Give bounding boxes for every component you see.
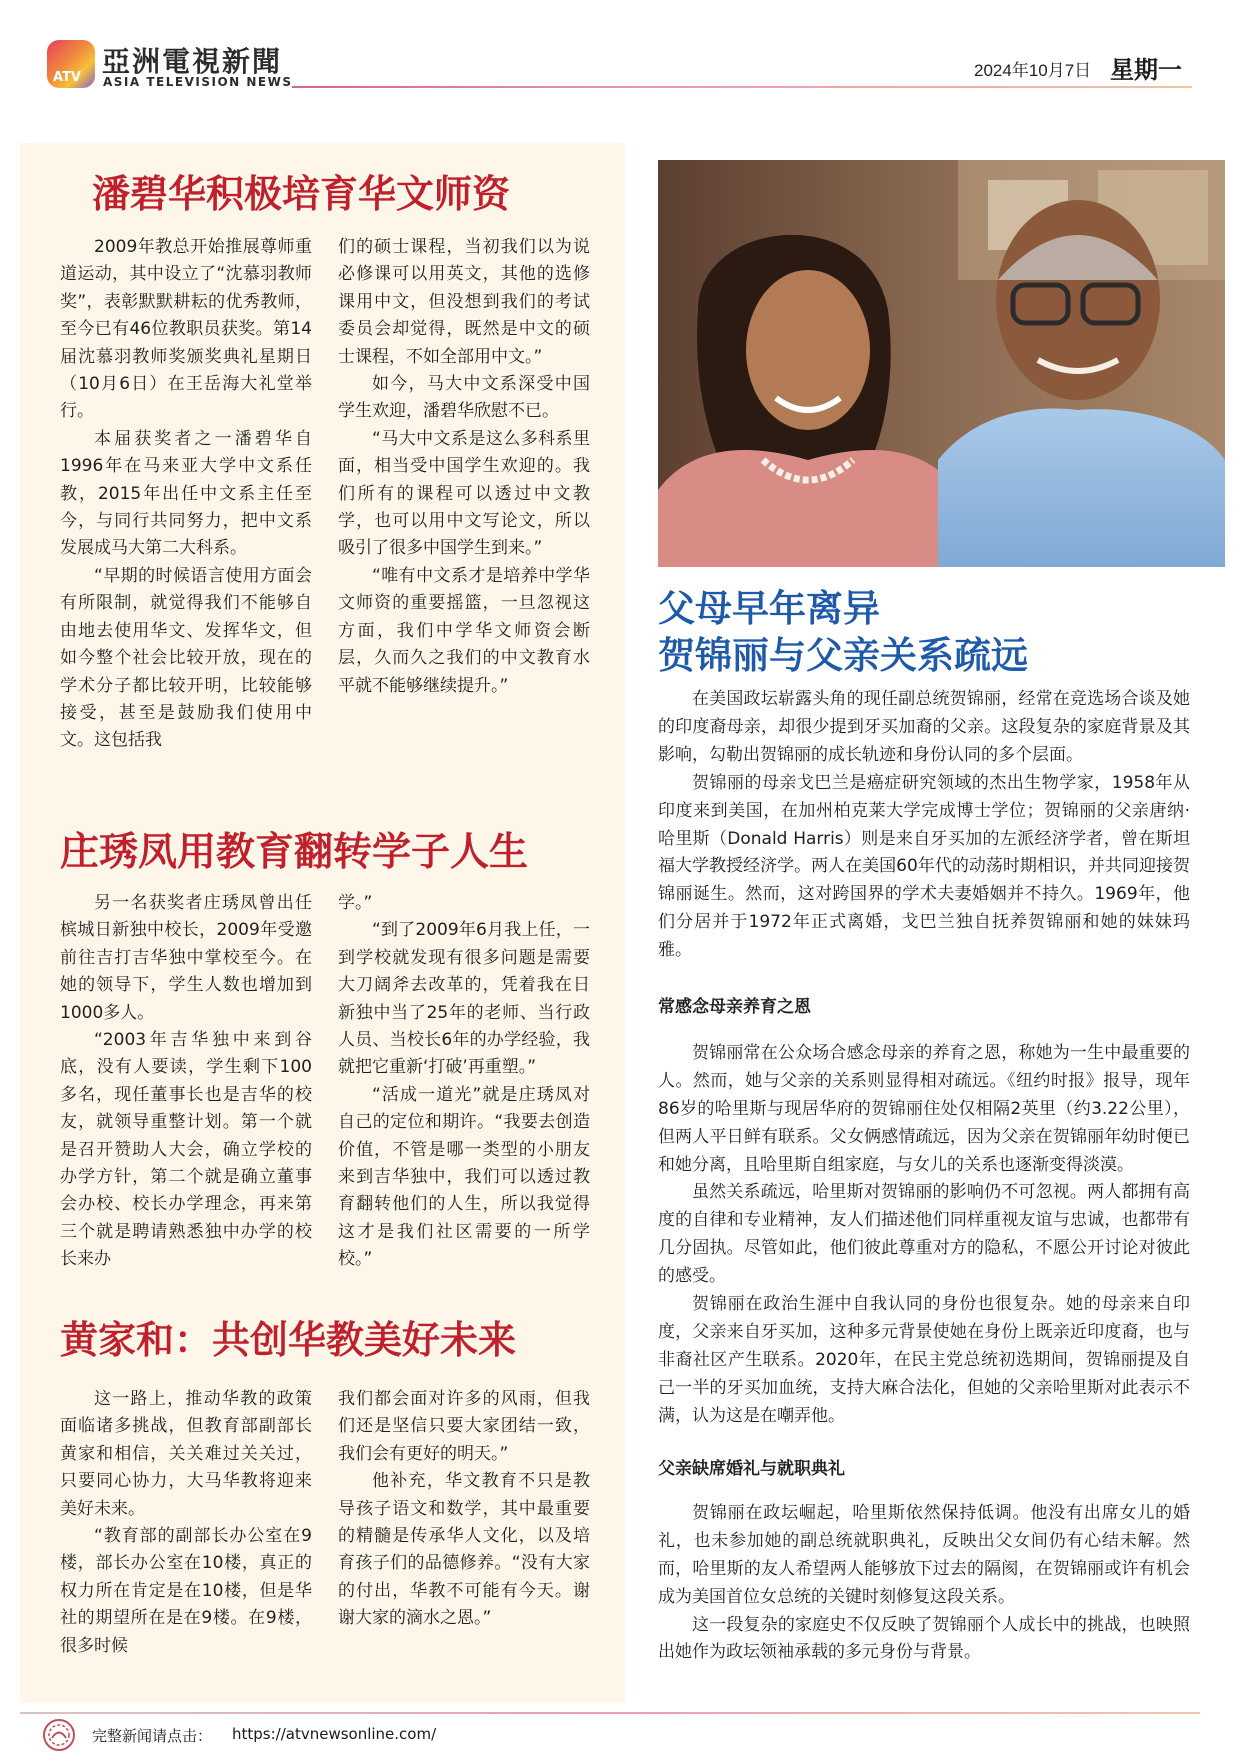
footer-label: 完整新闻请点击： bbox=[92, 1727, 213, 1745]
headline-line-1: 父母早年离异 bbox=[658, 587, 880, 630]
article-3-body bbox=[60, 1386, 590, 1660]
paragraph: 贺锦丽在政坛崛起，哈里斯依然保持低调。他没有出席女儿的婚礼，也未参加她的副总统就职典礼，反映出父女间仍有心结未解。然而，哈里斯的友人希望两人能够放下过去的隔阂，在贺锦丽或许有机会成为美国首位女总统的关键时刻修复这段关系。 bbox=[658, 1502, 1190, 1607]
article-4-headline bbox=[658, 585, 1028, 679]
news-photo bbox=[658, 160, 1225, 567]
paragraph: “到了2009年6月我上任，一到学校就发现有很多问题是需要大刀阔斧去改革的，凭着我在日新独中当了25年的老师、当行政人员、当校长6年的办学经验，我就把它重新‘打破’再重塑。” bbox=[338, 920, 590, 1078]
paragraph: “马大中文系是这么多科系里面，相当受中国学生欢迎的。我们所有的课程可以透过中文教学，也可以用中文写论文，所以吸引了很多中国学生到来。” bbox=[338, 428, 590, 559]
footer-link[interactable]: https://atvnewsonline.com/ bbox=[232, 1725, 437, 1743]
paragraph: “教育部的副部长办公室在9楼，部长办公室在10楼，真正的权力所在肯定是在10楼，但是华社的期望所在是在9楼。在9楼，很多时候 bbox=[60, 1526, 312, 1656]
paragraph: 2009年教总开始推展尊师重道运动，其中设立了“沈慕羽教师奖”，表彰默默耕耘的优秀教师，至今已有46位教职员获奖。第14届沈慕羽教师奖颁奖典礼星期日（10月6日）在王岳海大礼堂举行。 bbox=[60, 237, 312, 422]
atv-seal-icon bbox=[42, 1718, 76, 1752]
paragraph: 贺锦丽常在公众场合感念母亲的养育之恩，称她为一生中最重要的人。然而，她与父亲的关系则显得相对疏远。《纽约时报》报导，现年86岁的哈里斯与现居华府的贺锦丽住处仅相隔2英里（约3.22公里），但两人平日鲜有联系。父女俩感情疏远，因为父亲在贺锦丽年幼时便已和她分离，且哈里斯自组家庭，与女儿的关系也逐渐变得淡漠。 bbox=[658, 1042, 1190, 1175]
header-divider bbox=[292, 86, 1192, 88]
paragraph: 们的硕士课程，当初我们以为说必修课可以用英文，其他的选修课用中文，但没想到我们的考试委员会却觉得，既然是中文的硕士课程，不如全部用中文。” bbox=[338, 237, 590, 367]
paragraph: 这一路上，推动华教的政策面临诸多挑战，但教育部副部长黄家和相信，关关难过关关过，只要同心协力，大马华教将迎来美好未来。 bbox=[60, 1389, 312, 1519]
paragraph: 他补充，华文教育不只是教导孩子语文和数学，其中最重要的精髓是传承华人文化，以及培育孩子们的品德修养。“没有大家的付出，华教不可能有今天。谢谢大家的滴水之恩。” bbox=[338, 1471, 590, 1629]
article-3-column-2 bbox=[338, 1386, 590, 1660]
issue-weekday: 星期一 bbox=[1110, 56, 1182, 84]
article-3-headline: 黄家和：共创华教美好未来 bbox=[60, 1318, 517, 1362]
article-1-headline: 潘碧华积极培育华文师资 bbox=[92, 172, 511, 216]
paragraph: 贺锦丽在政治生涯中自我认同的身份也很复杂。她的母亲来自印度，父亲来自牙买加，这种多元背景使她在身份上既亲近印度裔，也与非裔社区产生联系。2020年，在民主党总统初选期间，贺锦丽提及自己一半的牙买加血统，支持大麻合法化，但她的父亲哈里斯对此表示不满，认为这是在嘲弄他。 bbox=[658, 1294, 1190, 1426]
article-1-column-1 bbox=[60, 234, 312, 755]
paragraph: “唯有中文系才是培养中学华文师资的重要摇篮，一旦忽视这方面，我们中学华文师资会断层，久而久之我们的中文教育水平就不能够继续提升。” bbox=[338, 565, 590, 696]
footer-divider bbox=[20, 1712, 1200, 1714]
paragraph: 另一名获奖者庄琇凤曾出任槟城日新独中校长，2009年受邀前往吉打吉华独中掌校至今。在她的领导下，学生人数也增加到1000多人。 bbox=[60, 893, 312, 1023]
article-2-headline: 庄琇凤用教育翻转学子人生 bbox=[60, 830, 529, 875]
paragraph: 在美国政坛崭露头角的现任副总统贺锦丽，经常在竞选场合谈及她的印度裔母亲，却很少提到牙买加裔的父亲。这段复杂的家庭背景及其影响，勾勒出贺锦丽的成长轨迹和身份认同的多个层面。 bbox=[658, 689, 1190, 765]
article-2-body bbox=[60, 890, 590, 1274]
paragraph: “早期的时候语言使用方面会有所限制，就觉得我们不能够自由地去使用华文、发挥华文，但如今整个社会比较开放，现在的学术分子都比较开明，比较能够接受，甚至是鼓励我们使用中文。这包括我 bbox=[60, 565, 312, 751]
article-4-section-2 bbox=[658, 1456, 1190, 1667]
section-subheading: 父亲缺席婚礼与就职典礼 bbox=[658, 1459, 845, 1479]
article-2-column-2 bbox=[338, 890, 590, 1274]
article-4-section-1 bbox=[658, 994, 1190, 1431]
article-2-column-1 bbox=[60, 890, 312, 1274]
article-1-body bbox=[60, 234, 590, 755]
paragraph: 如今，马大中文系深受中国学生欢迎，潘碧华欣慰不已。 bbox=[338, 374, 590, 422]
paragraph: 本届获奖者之一潘碧华自1996年在马来亚大学中文系任教，2015年出任中文系主任至今，与同行共同努力，把中文系发展成马大第二大科系。 bbox=[60, 428, 312, 559]
paragraph: 贺锦丽的母亲戈巴兰是癌症研究领域的杰出生物学家，1958年从印度来到美国，在加州柏克莱大学完成博士学位；贺锦丽的父亲唐纳·哈里斯（Donald Harris）则是来自牙买加的左派经济学者，曾在斯坦福大学教授经济学。两人在美国60年代的动荡时期相识，并共同迎接贺锦丽诞生。然而，这对跨国界的学术夫妻婚姻并不持久。1969年，他们分居并于1972年正式离婚，戈巴兰独自抚养贺锦丽和她的妹妹玛雅。 bbox=[658, 772, 1190, 961]
article-4-intro bbox=[658, 686, 1190, 965]
paragraph: 学。” bbox=[338, 893, 373, 913]
page-header bbox=[0, 0, 1250, 100]
paragraph: 我们都会面对许多的风雨，但我们还是坚信只要大家团结一致，我们会有更好的明天。” bbox=[338, 1389, 590, 1464]
logo-chinese-name: 亞洲電視新聞 bbox=[102, 45, 283, 78]
logo-mark-text: ATV bbox=[53, 70, 81, 85]
paragraph: “2003年吉华独中来到谷底，没有人要读，学生剩下100多名，现任董事长也是吉华的校友，就领导重整计划。第一个就是召开赞助人大会，确立学校的办学方针，第二个就是确立董事会办校、校长办学理念，再来第三个就是聘请熟悉独中办学的校长来办 bbox=[60, 1030, 312, 1270]
article-1-column-2 bbox=[338, 234, 590, 755]
atv-logo-icon bbox=[47, 40, 95, 88]
paragraph: “活成一道光”就是庄琇凤对自己的定位和期许。“我要去创造价值，不管是哪一类型的小朋友来到吉华独中，我们可以透过教育翻转他们的人生，所以我觉得这才是我们社区需要的一所学校。” bbox=[338, 1084, 590, 1270]
issue-date: 2024年10月7日 bbox=[974, 61, 1092, 80]
paragraph: 虽然关系疏远，哈里斯对贺锦丽的影响仍不可忽视。两人都拥有高度的自律和专业精神，友人们描述他们同样重视友谊与忠诚，也都带有几分固执。尽管如此，他们彼此尊重对方的隐私，不愿公开讨论对彼此的感受。 bbox=[658, 1182, 1190, 1287]
paragraph: 这一段复杂的家庭史不仅反映了贺锦丽个人成长中的挑战，也映照出她作为政坛领袖承载的多元身份与背景。 bbox=[658, 1614, 1190, 1663]
article-3-column-1 bbox=[60, 1386, 312, 1660]
headline-line-2: 贺锦丽与父亲关系疏远 bbox=[658, 634, 1028, 677]
section-subheading: 常感念母亲养育之恩 bbox=[658, 997, 811, 1017]
logo-english-name: ASIA TELEVISION NEWS bbox=[103, 75, 293, 89]
